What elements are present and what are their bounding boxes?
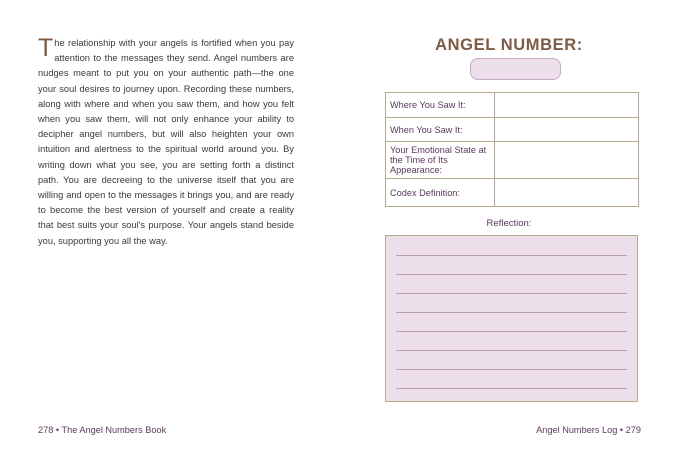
left-page — [0, 0, 339, 463]
writing-line — [396, 350, 627, 351]
when-label: When You Saw It: — [386, 118, 495, 142]
writing-line — [396, 293, 627, 294]
when-field[interactable] — [495, 118, 639, 142]
table-row — [386, 118, 639, 142]
page-title: ANGEL NUMBER: — [435, 36, 583, 54]
table-row — [386, 142, 639, 179]
codex-definition-label: Codex Definition: — [386, 179, 495, 207]
log-table — [385, 92, 639, 207]
angel-number-field[interactable] — [470, 58, 561, 80]
codex-definition-field[interactable] — [495, 179, 639, 207]
drop-cap: T — [38, 34, 54, 62]
writing-line — [396, 388, 627, 389]
body-paragraph — [38, 36, 294, 249]
emotional-state-field[interactable] — [495, 142, 639, 179]
where-label: Where You Saw It: — [386, 93, 495, 118]
table-row — [386, 93, 639, 118]
writing-line — [396, 274, 627, 275]
writing-line — [396, 312, 627, 313]
page-footer-right: Angel Numbers Log • 279 — [536, 425, 641, 435]
right-page — [339, 0, 679, 463]
body-text: he relationship with your angels is fortified when you pay attention to the messages they send. Angel numbers are nudges meant to put you on your authentic path—the one your soul desires to journey upon. Recording these numbers, along with where and when you saw them, and how you felt when you saw them, will not only enhance your ability to decipher angel numbers, but will also heighten your own intuition and alertness to the spiritual world around you. By writing down what you see, you are setting forth a distinct path. You are decreeing to the universe itself that you are willing and open to the messages it brings you, and are ready to become the best version of yourself and create a reality that best suits your soul's purpose. Your angels stand beside you, supporting you all the way. — [38, 38, 294, 246]
writing-line — [396, 255, 627, 256]
reflection-label: Reflection: — [486, 218, 532, 229]
page-footer-left: 278 • The Angel Numbers Book — [38, 425, 167, 435]
table-row — [386, 179, 639, 207]
writing-line — [396, 331, 627, 332]
emotional-state-label: Your Emotional State at the Time of Its Appearance: — [386, 142, 495, 179]
reflection-field[interactable] — [385, 235, 638, 402]
writing-line — [396, 369, 627, 370]
where-field[interactable] — [495, 93, 639, 118]
